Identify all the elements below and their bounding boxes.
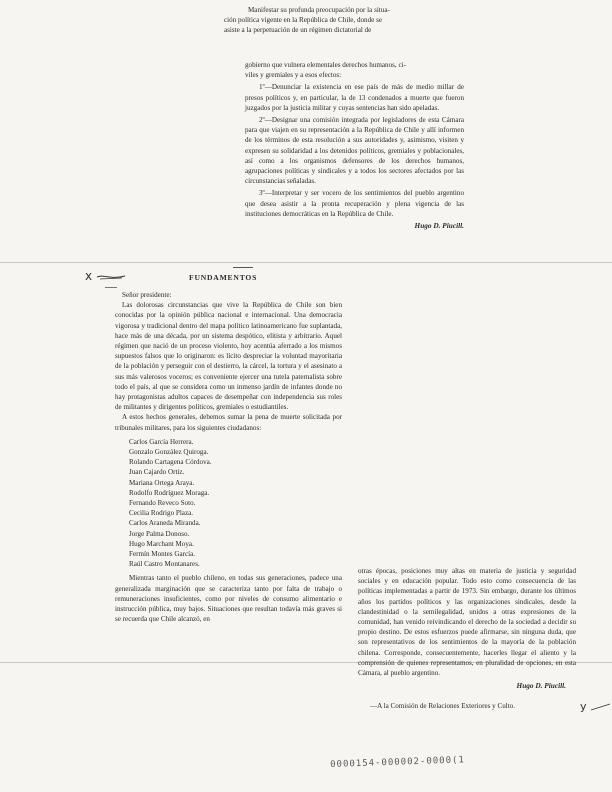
text-line: asiste a la perpetuación de un régimen dictatorial de bbox=[224, 26, 372, 35]
resolution-section bbox=[245, 60, 464, 231]
text-line: Manifestar su profunda preocupación por la situa- bbox=[248, 6, 390, 14]
margin-mark-right bbox=[580, 700, 612, 713]
scribble-icon bbox=[96, 273, 126, 281]
list-item: Jorge Palma Donoso. bbox=[129, 529, 190, 538]
archive-stamp: 0000154-000002-0000(1 bbox=[330, 755, 466, 770]
signature: Hugo D. Piucill. bbox=[516, 681, 566, 691]
list-item: Fermín Montes García. bbox=[129, 550, 195, 559]
list-item: Carlos Araneda Miranda. bbox=[129, 519, 201, 528]
fold-line bbox=[0, 262, 612, 263]
signature: Hugo D. Piucill. bbox=[414, 221, 464, 231]
mark-x: x bbox=[85, 269, 93, 283]
list-item: Gonzalo González Quiroga. bbox=[129, 448, 209, 457]
list-item: Cecilia Rodrigo Plaza. bbox=[129, 509, 194, 518]
section-heading: FUNDAMENTOS bbox=[189, 273, 258, 282]
list-item: Raúl Castro Montanares. bbox=[129, 560, 200, 569]
paragraph: Las dolorosas circunstancias que vive la República de Chile son bien conocidas por la opinión pública nacional e internacional. Una democracia vigorosa y tradicional dentro del mapa político latinoamericano fue suplantada, hace más de una década, por un sistema despótico, elitista y arbitrario. Aquel régimen que nació de un proceso violento, hoy acentúa aferrado a los mismos supuestos falsos que lo originaron: es lícito despreciar la voluntad mayoritaria de la población y perseguir con el destierro, la cárcel, la tortura y el asesinato a sus más valerosos voceros; es conveniente ejercer una tutela paternalista sobre todo el país, al que se considera como un inmenso jardín de infantes donde no hay protagonistas adultos capaces de desempeñar con independencia sus roles de militantes y dirigentes políticos, gremiales o estudiantiles. bbox=[115, 301, 342, 412]
margin-mark-left bbox=[85, 269, 126, 283]
list-item: Fernando Reveco Soto. bbox=[129, 499, 196, 508]
paragraph: Mientras tanto el pueblo chileno, en todas sus generaciones, padece una generalizada marginación que se caracteriza tanto por falta de trabajo o remuneraciones insuficientes, como por niveles de consumo alimentario e instrucción pública, muy bajos. Situaciones que resultan todavía más graves si se recuerda que Chile alcanzó, en bbox=[115, 574, 342, 624]
list-item: Mariana Ortega Araya. bbox=[129, 478, 195, 487]
right-column bbox=[358, 566, 576, 712]
list-item: Carlos García Herrera. bbox=[129, 437, 194, 446]
text-line: ción política vigente en la República de Chile, donde se bbox=[224, 16, 382, 25]
heading-rule bbox=[105, 287, 117, 288]
list-item: Juan Cajardo Ortiz. bbox=[129, 468, 185, 477]
text-line: viles y gremiales y a esos efectos: bbox=[245, 71, 342, 80]
committee-note: —A la Comisión de Relaciones Exteriores y Culto. bbox=[370, 702, 516, 711]
resolution-item-3: 3º—Interpretar y ser vocero de los sentimientos del pueblo argentino que desea asistir a la pronta recuperación y plena vigencia de las instituciones democráticas en la República de Chile. bbox=[245, 189, 464, 218]
list-item: Rodolfo Rodríguez Moraga. bbox=[129, 488, 210, 497]
names-list bbox=[115, 437, 342, 570]
fundamentos-column bbox=[115, 290, 342, 625]
heading-rule bbox=[233, 267, 253, 268]
text-line: gobierno que vulnera elementales derechos humanos, ci- bbox=[245, 61, 406, 69]
paragraph: otras épocas, posiciones muy altas en materia de justicia y seguridad sociales y en educación popular. Todo esto como consecuencia de las políticas implementadas a partir de 1973. Sin embargo, durante los últimos años los partidos políticos y las organizaciones sindicales, desde la clandestinidad o la semilegalidad, unidos a otras expresiones de la comunidad, han venido reivindicando el derecho de la sociedad a decidir su propio destino. De estos esfuerzos puede afirmarse, sin ninguna duda, que son representativos de los sentimientos de la mayoría de la población chilena. Corresponde, consecuentemente, hacerles llegar el aliento y la comprensión de quienes representamos, en pluralidad de opciones, en esta Cámara, al pueblo argentino. bbox=[358, 567, 576, 678]
salutation: Señor presidente: bbox=[122, 291, 172, 299]
mark-y: y bbox=[580, 700, 587, 713]
resolution-item-1: 1º—Denunciar la existencia en ese país de más de medio millar de presos políticos y, en particular, la de 13 condenados a muerte que fueron juzgados por la justicia militar y cuyas sentencias han sido apeladas. bbox=[245, 83, 464, 112]
scribble-icon bbox=[590, 702, 612, 712]
paragraph: A estos hechos generales, debemos sumar la pena de muerte solicitada por tribunales militares, para los siguientes ciudadanos: bbox=[115, 413, 342, 432]
list-item: Rolando Cartagena Córdova. bbox=[129, 458, 212, 467]
top-paragraph bbox=[224, 5, 468, 36]
resolution-item-2: 2º—Designar una comisión integrada por legisladores de esta Cámara para que viajen en su representación a la República de Chile y allí informen de los términos de esta resolución a sus autoridades y, asimismo, visiten y expresen su solidaridad a los detenidos políticos, gremiales y poblacionales, así como a los organismos defensores de los derechos humanos, agrupaciones políticas y sindicales y a todos los sectores afectados por las circunstancias señaladas. bbox=[245, 116, 464, 186]
list-item: Hugo Marchant Moya. bbox=[129, 539, 194, 548]
